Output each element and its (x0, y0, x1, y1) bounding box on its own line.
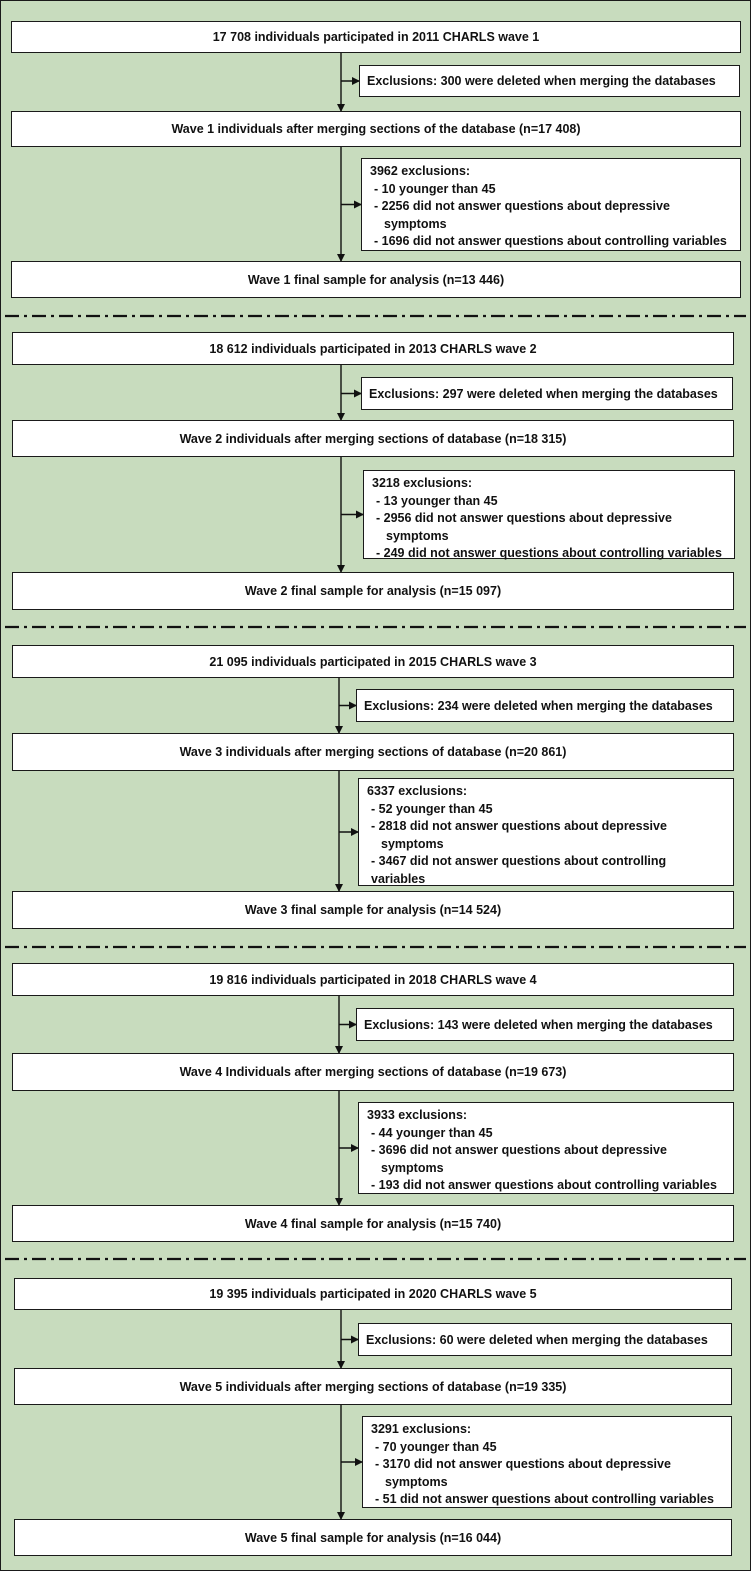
wave-4-participants-box (12, 963, 734, 996)
exclusion-item (367, 818, 727, 853)
exclusion-item-text: - 3696 did not answer questions about depressive (371, 1143, 667, 1157)
wave-4-merge-exclusion-box (356, 1008, 734, 1041)
exclusion-item-text: - 3467 did not answer questions about controlling (371, 854, 667, 868)
exclusion-item (370, 198, 734, 233)
exclusion-item-continuation: symptoms (381, 1160, 444, 1175)
wave-3-after-merge-text: Wave 3 individuals after merging sections of database (n=20 861) (179, 745, 567, 759)
wave-5-after-merge-text: Wave 5 individuals after merging sections of database (n=19 335) (179, 1379, 567, 1394)
exclusion-item-text: - 70 younger than 45 (375, 1439, 497, 1454)
wave-2-after-merge-box (12, 420, 734, 457)
wave-4-merge-exclusion-text: Exclusions: 143 were deleted when merging the databases (364, 1017, 713, 1032)
wave-4-after-merge-text: Wave 4 Individuals after merging sections of database (n=19 673) (179, 1065, 567, 1079)
exclusion-item (372, 545, 728, 563)
wave-1-merge-exclusion-box (359, 65, 740, 97)
wave-2-participants-text: 18 612 individuals participated in 2013 CHARLS wave 2 (209, 341, 537, 356)
exclusion-item-text: - 52 younger than 45 (371, 801, 493, 816)
exclusion-item (372, 510, 728, 545)
exclusion-item-text: - 2256 did not answer questions about depressive (374, 199, 670, 213)
wave-2-merge-exclusion-box (361, 377, 733, 410)
wave-2-final-sample-box (12, 572, 734, 610)
wave-5-final-sample-box (14, 1519, 732, 1556)
wave-1-exclusions-title: 3962 exclusions: (370, 164, 471, 178)
exclusion-item (370, 233, 734, 251)
wave-2-merge-exclusion-text: Exclusions: 297 were deleted when merging the databases (369, 386, 718, 401)
wave-1-exclusions-box (361, 158, 741, 251)
exclusion-item (367, 1125, 727, 1143)
exclusion-item-text: - 13 younger than 45 (376, 493, 498, 508)
exclusion-item (367, 801, 727, 819)
exclusion-item-text: - 193 did not answer questions about controlling variables (371, 1178, 717, 1192)
wave-1-final-sample-box (11, 261, 741, 298)
wave-1-after-merge-box (11, 111, 741, 147)
wave-5-exclusions-title: 3291 exclusions: (371, 1422, 472, 1436)
wave-3-exclusions-title: 6337 exclusions: (367, 784, 468, 798)
exclusion-item-text: - 51 did not answer questions about controlling variables (375, 1492, 714, 1506)
wave-2-after-merge-text: Wave 2 individuals after merging sections of database (n=18 315) (179, 431, 567, 446)
exclusion-item (367, 1177, 727, 1195)
wave-3-exclusions-box (358, 778, 734, 886)
exclusion-item (371, 1439, 725, 1457)
wave-5-merge-exclusion-box (358, 1323, 732, 1356)
wave-3-participants-box (12, 645, 734, 678)
wave-3-final-sample-box (12, 891, 734, 929)
wave-5-merge-exclusion-text: Exclusions: 60 were deleted when merging the databases (366, 1332, 708, 1347)
exclusion-item (370, 181, 734, 199)
exclusion-item-text: - 3170 did not answer questions about depressive (375, 1457, 671, 1471)
wave-1-participants-text: 17 708 individuals participated in 2011 CHARLS wave 1 (212, 30, 540, 44)
wave-5-participants-text: 19 395 individuals participated in 2020 CHARLS wave 5 (209, 1287, 537, 1301)
wave-5-participants-box (14, 1278, 732, 1310)
exclusion-item (372, 493, 728, 511)
exclusion-item (371, 1491, 725, 1509)
wave-3-merge-exclusion-box (356, 689, 734, 722)
wave-2-final-sample-text: Wave 2 final sample for analysis (n=15 097) (244, 584, 502, 598)
wave-4-final-sample-box (12, 1205, 734, 1242)
exclusion-item-text: - 2956 did not answer questions about depressive (376, 511, 672, 525)
wave-4-participants-text: 19 816 individuals participated in 2018 CHARLS wave 4 (209, 972, 537, 987)
wave-3-merge-exclusion-text: Exclusions: 234 were deleted when merging the databases (364, 698, 713, 713)
exclusion-item-continuation: symptoms (384, 216, 447, 231)
wave-4-final-sample-text: Wave 4 final sample for analysis (n=15 740) (244, 1216, 502, 1231)
wave-5-exclusions-box (362, 1416, 732, 1508)
exclusion-item-text: - 1696 did not answer questions about controlling variables (374, 234, 727, 248)
wave-2-exclusions-title: 3218 exclusions: (372, 476, 473, 490)
exclusion-item-text: - 44 younger than 45 (371, 1125, 493, 1140)
wave-4-exclusions-title: 3933 exclusions: (367, 1108, 468, 1122)
exclusion-item-text: - 2818 did not answer questions about depressive (371, 819, 667, 833)
wave-4-exclusions-box (358, 1102, 734, 1194)
exclusion-item-text: - 10 younger than 45 (374, 181, 496, 196)
exclusion-item-continuation: symptoms (381, 836, 444, 851)
exclusion-item-continuation: symptoms (386, 528, 449, 543)
wave-2-exclusions-box (363, 470, 735, 559)
wave-1-merge-exclusion-text: Exclusions: 300 were deleted when merging the databases (367, 74, 716, 88)
wave-1-final-sample-text: Wave 1 final sample for analysis (n=13 446) (247, 272, 505, 287)
exclusion-item (367, 853, 727, 888)
exclusion-item-continuation: symptoms (385, 1474, 448, 1489)
wave-3-final-sample-text: Wave 3 final sample for analysis (n=14 524) (244, 903, 502, 917)
exclusion-item-text: - 249 did not answer questions about controlling variables (376, 546, 722, 560)
wave-2-participants-box (12, 332, 734, 365)
wave-5-final-sample-text: Wave 5 final sample for analysis (n=16 044) (244, 1530, 502, 1545)
wave-1-participants-box (11, 21, 741, 53)
exclusion-item (371, 1456, 725, 1491)
exclusion-item (367, 1142, 727, 1177)
wave-5-after-merge-box (14, 1368, 732, 1405)
wave-3-participants-text: 21 095 individuals participated in 2015 CHARLS wave 3 (209, 654, 537, 669)
exclusion-item-continuation: variables (371, 871, 426, 886)
wave-1-after-merge-text: Wave 1 individuals after merging sections of the database (n=17 408) (171, 122, 581, 136)
wave-3-after-merge-box (12, 733, 734, 771)
wave-4-after-merge-box (12, 1053, 734, 1091)
